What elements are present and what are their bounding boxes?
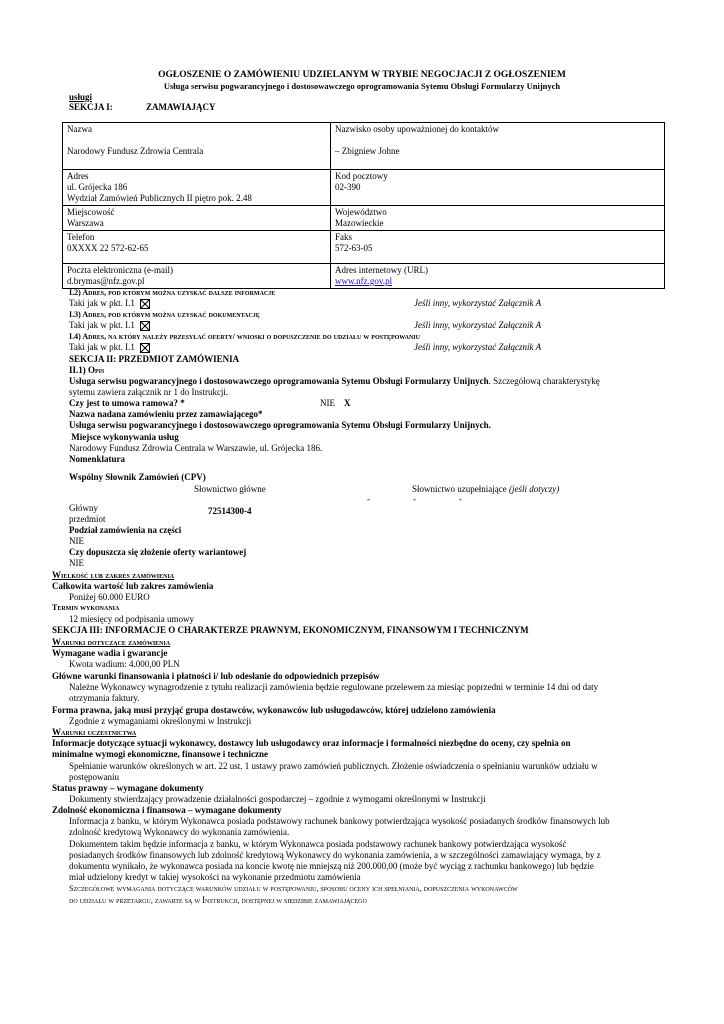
- place-value: Narodowy Fundusz Zdrowia Centrala w Warszawie, ul. Grójecka 186.: [69, 443, 323, 453]
- phone-label: Telefon: [67, 232, 95, 242]
- name-cell: [63, 123, 331, 170]
- email-label: Poczta elektroniczna (e-mail): [67, 265, 173, 275]
- detailed-requirements-a: do udziału w przetargu, zawarte są w: [69, 896, 202, 905]
- contractor-info-value-line1: Spełnianie warunków określonych w art. 22 ust. 1 ustawy prawo zamówień publicznych. Złożenie oświadczenia o spełnianiu warunków udziału w: [69, 761, 598, 771]
- deposit-label: Wymagane wadia i gwarancje: [52, 648, 168, 658]
- given-name-label: Nazwa nadana zamówieniu przez zamawiającego*: [69, 409, 263, 419]
- economic-p2-line4: miał udzielony kredyt w takiej wysokości na wykonanie przedmiotu zamówienia: [69, 872, 361, 882]
- section1-number: SEKCJA I:: [69, 102, 113, 112]
- framework-answer: NIE: [320, 398, 335, 408]
- city-label: Miejscowość: [67, 207, 115, 217]
- term-heading: Termin wykonania: [52, 603, 120, 612]
- i4-row: [69, 342, 150, 353]
- main-subject-line2: przedmiot: [69, 514, 106, 524]
- i2-row: [69, 298, 150, 309]
- cpv-dash-2: -: [413, 494, 416, 504]
- variants-label: Czy dopuszcza się złożenie oferty wariantowej: [69, 547, 247, 557]
- city-value: Warszawa: [67, 218, 104, 228]
- section2-title: SEKCJA II: PRZEDMIOT ZAMÓWIENIA: [69, 354, 240, 364]
- contact-person-cell: [331, 123, 665, 170]
- legal-status-value: Dokumenty stwierdzający prowadzenie działalności gospodarczej – zgodnie z wymogami określonymi w Instrukcji: [69, 794, 486, 804]
- postal-label: Kod pocztowy: [335, 171, 388, 181]
- i3-heading: I.3) Adres, pod którym można uzyskać dokumentację: [69, 310, 260, 319]
- economic-p2-line2: posiadanych środków finansowych lub zdolność kredytową Wykonawcy do wykonania zamówienia, a w szczególności zamawiający wymaga, by z: [69, 850, 601, 860]
- url-link[interactable]: www.nfz.gov.pl: [335, 276, 393, 286]
- scope-heading: Wielkość lub zakres zamówienia: [52, 570, 175, 580]
- legal-status-label: Status prawny – wymagane dokumenty: [52, 783, 204, 793]
- region-label: Województwo: [335, 207, 387, 217]
- nomenclature-label: Nomenklatura: [69, 454, 125, 464]
- url-cell: [331, 264, 665, 289]
- finance-label: Główne warunki finansowania i płatności i/ lub odesłanie do odpowiednich przepisów: [52, 671, 380, 681]
- page-subtitle: Usługa serwisu pogwarancyjnego i dostosowawczego oprogramowania Sytemu Obsługi Formularzy Unijnych: [163, 81, 561, 91]
- contractor-info-label-line1: Informacje dotyczące sytuacji wykonawcy, dostawcy lub usługodawcy oraz informacje i formalności niezbędne do oceny, czy spełnia on: [52, 738, 571, 748]
- postal-value: 02-390: [335, 182, 361, 192]
- contact-person-value: – Zbigniew Johne: [335, 146, 400, 156]
- address-line2: Wydział Zamówień Publicznych II piętro pok. 2.48: [67, 193, 252, 203]
- url-label: Adres internetowy (URL): [335, 265, 428, 275]
- main-subject-line1: Główny: [69, 503, 98, 513]
- description-bold: Usługa serwisu pogwarancyjnego i dostosowawczego oprogramowania Sytemu Obsługi Formularzy Unijnych: [69, 376, 489, 386]
- i4-text: Taki jak w pkt. I.1: [69, 342, 135, 352]
- contact-table: [62, 122, 665, 289]
- email-value[interactable]: d.brymas@nfz.gov.pl: [67, 276, 145, 286]
- checked-box-icon[interactable]: [140, 321, 150, 331]
- cpv-dash-3: -: [459, 494, 462, 504]
- cpv-code: 72514300-4: [208, 506, 252, 516]
- total-value: Poniżej 60.000 EURO: [69, 592, 150, 602]
- i4-heading: I.4) Adres, na który należy przesyłać oferty/ wnioski o dopuszczenie do udziału w postępowaniu: [69, 332, 420, 341]
- detailed-requirements-instruction: Instrukcji: [202, 895, 238, 905]
- deposit-value: Kwota wadium: 4.000,00 PLN: [69, 659, 180, 669]
- checked-box-icon[interactable]: [140, 299, 150, 309]
- economic-p1-line2: zdolność kredytową Wykonawcy do wykonania zamówienia.: [69, 827, 290, 837]
- page-title: OGŁOSZENIE O ZAMÓWIENIU UDZIELANYM W TRYBIE NEGOCJACJI Z OGŁOSZENIEM: [158, 70, 566, 80]
- parts-label: Podział zamówienia na części: [69, 525, 182, 535]
- cpv-main-vocab: Słownictwo główne: [194, 484, 266, 494]
- finance-value-line1: Należne Wykonawcy wynagrodzenie z tytułu realizacji zamówienia będzie regulowane przelewem za miesiąc poprzedni w terminie 14 dni od daty: [69, 682, 599, 692]
- cpv-supp-label: Słownictwo uzupełniające: [412, 484, 509, 494]
- description-line1: [69, 376, 600, 387]
- detailed-requirements-c: , dostępnej w siedzibie zamawiającego: [237, 896, 367, 905]
- economic-p2-line3: dokumentu wynikało, że wykonawca posiada na koncie kwotę nie mniejszą niż 200.000,00 (może być wyciąg z rachunku bankowego) lub będzie: [69, 861, 594, 871]
- ii1-heading: II.1) Opis: [69, 365, 105, 375]
- subtitle-tail: usługi: [69, 92, 93, 102]
- participation-heading: Warunki uczestnictwa: [52, 727, 137, 737]
- fax-label: Faks: [335, 232, 353, 242]
- i2-heading: I.2) Adres, pod którym można uzyskać dalsze informacje: [69, 288, 276, 297]
- place-label: Miejsce wykonywania usług: [69, 432, 179, 442]
- parts-value: NIE: [69, 536, 84, 546]
- description-line2: sytemu zawiera załącznik nr 1 do Instrukcji.: [69, 387, 229, 397]
- i2-text: Taki jak w pkt. I.1: [69, 298, 135, 308]
- contractor-info-label-line2: minimalne wymogi ekonomiczne, finansowe i techniczne: [52, 749, 268, 759]
- contractor-info-value-line2: postępowaniu: [69, 772, 119, 782]
- contact-person-label: Nazwisko osoby upoważnionej do kontaktów: [335, 124, 499, 134]
- framework-question: Czy jest to umowa ramowa? *: [69, 398, 185, 408]
- economic-p2-line1: Dokumentem takim będzie informacja z banku, w którym Wykonawca posiada podstawowy rachunek bankowy potwierdzająca wysokość: [69, 839, 567, 849]
- finance-value-line2: otrzymania faktury.: [69, 693, 140, 703]
- phone-cell: [63, 231, 331, 264]
- i3-text: Taki jak w pkt. I.1: [69, 320, 135, 330]
- economic-capacity-label: Zdolność ekonomiczna i finansowa – wymagane dokumenty: [52, 805, 282, 815]
- phone-value: 0XXXX 22 572-62-65: [67, 243, 149, 253]
- description-rest: . Szczegółową charakterystykę: [488, 376, 600, 386]
- legal-form-value: Zgodnie z wymaganiami określonymi w Instrukcji: [69, 716, 252, 726]
- i3-row: [69, 320, 150, 331]
- variants-value: NIE: [69, 558, 84, 568]
- name-value: Narodowy Fundusz Zdrowia Centrala: [67, 146, 204, 156]
- address-line1: ul. Grójecka 186: [67, 182, 128, 192]
- postal-cell: [331, 170, 665, 206]
- fax-cell: [331, 231, 665, 264]
- region-value: Mazowieckie: [335, 218, 384, 228]
- address-label: Adres: [67, 171, 89, 181]
- conditions-heading: Warunki dotyczące zamówienia: [52, 637, 171, 647]
- cpv-dash-1: -: [367, 494, 370, 504]
- cpv-supp-vocab: [412, 484, 559, 495]
- detailed-requirements-line2: [69, 895, 367, 906]
- city-cell: [63, 206, 331, 231]
- section1-title: ZAMAWIAJĄCY: [146, 102, 216, 112]
- cpv-supp-note: (jeśli dotyczy): [508, 484, 560, 494]
- i3-other: Jeśli inny, wykorzystać Załącznik A: [414, 320, 542, 330]
- section3-title: SEKCJA III: INFORMACJE O CHARAKTERZE PRAWNYM, EKONOMICZNYM, FINANSOWYM I TECHNICZNYM: [52, 625, 529, 635]
- checked-box-icon[interactable]: [140, 343, 150, 353]
- framework-mark: X: [344, 398, 351, 408]
- legal-form-label: Forma prawna, jaką musi przyjąć grupa dostawców, wykonawców lub usługodawców, której udzielono zamówienia: [52, 705, 496, 715]
- fax-value: 572-63-05: [335, 243, 373, 253]
- cpv-title: Wspólny Słownik Zamówień (CPV): [69, 472, 206, 482]
- detailed-requirements-line1: Szczegółowe wymagania dotyczące warunków udziału w postępowaniu, sposobu oceny ich spełniania, dopuszczenia wykonawców: [69, 884, 518, 893]
- term-value: 12 miesięcy od podpisania umowy: [69, 614, 194, 624]
- address-cell: [63, 170, 331, 206]
- name-label: Nazwa: [67, 124, 92, 134]
- total-value-label: Całkowita wartość lub zakres zamówienia: [52, 581, 214, 591]
- i2-other: Jeśli inny, wykorzystać Załącznik A: [414, 298, 542, 308]
- economic-p1-line1: Informacja z banku, w którym Wykonawca posiada podstawowy rachunek bankowy potwierdzająca wysokość posiadanych środków finansowych lub: [69, 816, 610, 826]
- i4-other: Jeśli inny, wykorzystać Załącznik A: [414, 342, 542, 352]
- email-cell: [63, 264, 331, 289]
- region-cell: [331, 206, 665, 231]
- given-name-value: Usługa serwisu pogwarancyjnego i dostosowawczego oprogramowania Sytemu Obsługi Formularzy Unijnych.: [69, 420, 491, 430]
